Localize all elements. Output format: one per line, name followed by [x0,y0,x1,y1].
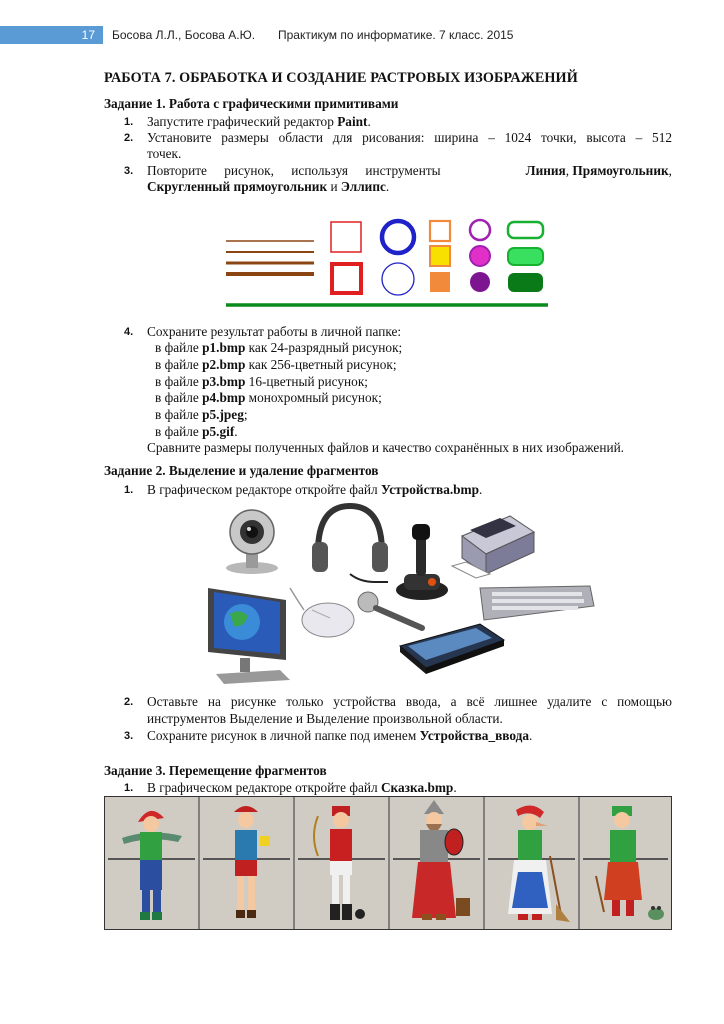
headphones-icon [312,506,388,582]
header-book: Практикум по информатике. 7 класс. 2015 [278,28,514,42]
file-input-devices: Устройства_ввода [419,728,530,743]
red-square-thin [331,222,361,252]
purple-circle-outline [470,220,490,240]
task2-heading: Задание 2. Выделение и удаление фрагментов [104,463,379,478]
page-number: 17 [0,26,103,44]
task2-step2-line1: Оставьте на рисунке только устройства ввода, а всё лишнее удалите с помощью [147,694,672,709]
task1-step2-line2: точек. [147,146,182,161]
step-number: 1. [124,782,134,794]
task1-heading: Задание 1. Работа с графическими примитивами [104,96,399,111]
step-number: 4. [124,326,134,338]
orange-square-filled [430,272,450,292]
blue-circle-thick [382,221,414,253]
task3-heading: Задание 3. Перемещение фрагментов [104,763,327,778]
file-tale: Сказка.bmp [380,780,454,795]
green-rounded-outline [508,222,543,238]
file-item: в файле p5.jpeg; [155,407,248,422]
task1-step4: Сохраните результат работы в личной папке: [147,324,402,339]
devices-figure [200,502,600,688]
blue-circle-thin [382,263,414,295]
monitor-icon [208,588,290,684]
primitives-figure [222,215,552,311]
task3-step1: В графическом редакторе откройте файл Сказка.bmp. [147,780,457,795]
page-title: РАБОТА 7. ОБРАБОТКА И СОЗДАНИЕ РАСТРОВЫХ ИЗОБРАЖЕНИЙ [104,70,578,86]
keyboard-icon [480,586,594,620]
orange-square-outline [430,221,450,241]
task1-compare: Сравните размеры полученных файлов и качество сохранённых в них изображений. [147,440,625,455]
scanner-icon [400,624,504,674]
tool-rectangle: Прямоугольник [572,163,669,178]
header-authors: Босова Л.Л., Босова А.Ю. [112,28,256,42]
tool-line: Линия [525,163,566,178]
task1-step3-line2: Скругленный прямоугольник и Эллипс. [147,179,390,194]
green-rounded-light [508,248,543,265]
task2-step3: Сохраните рисунок в личной папке под именем Устройства_ввода. [147,728,533,743]
fairy-tale-figure [104,796,672,930]
joystick-icon [396,524,448,600]
step-number: 2. [124,132,134,144]
red-square-thick [332,264,361,293]
file-item: в файле p3.bmp 16-цветный рисунок; [155,374,368,389]
mouse-icon [290,588,354,637]
step-number: 1. [124,116,134,128]
task1-step3-line1: Повторите рисунок, используя инструменты Линия, Прямоугольник, [147,163,672,178]
green-rounded-dark [508,273,543,292]
task2-step1: В графическом редакторе откройте файл Устройства.bmp. [147,482,483,497]
magenta-circle [470,246,490,266]
brown-lines [226,241,314,274]
app-name: Paint [337,114,368,129]
step-number: 2. [124,696,134,708]
yellow-square [430,246,450,266]
webcam-icon [226,510,278,574]
tool-ellipse: Эллипс [340,179,386,194]
printer-icon [452,516,534,578]
step-number: 1. [124,484,134,496]
step-number: 3. [124,730,134,742]
task1-step2-line1: Установите размеры области для рисования: ширина – 1024 точки, высота – 512 [147,130,672,145]
file-item: в файле p5.gif. [155,424,238,439]
file-item: в файле p1.bmp как 24-разрядный рисунок; [155,340,403,355]
purple-circle-filled [470,272,490,292]
tool-rounded-rectangle: Скругленный прямоугольник [147,179,328,194]
page-header [0,26,724,44]
file-item: в файле p2.bmp как 256-цветный рисунок; [155,357,397,372]
file-item: в файле p4.bmp монохромный рисунок; [155,390,382,405]
task1-step1: Запустите графический редактор Paint. [147,114,371,129]
task2-step2-line2: инструментов Выделение и Выделение произвольной области. [147,711,503,726]
step-number: 3. [124,165,134,177]
file-devices: Устройства.bmp [380,482,480,497]
